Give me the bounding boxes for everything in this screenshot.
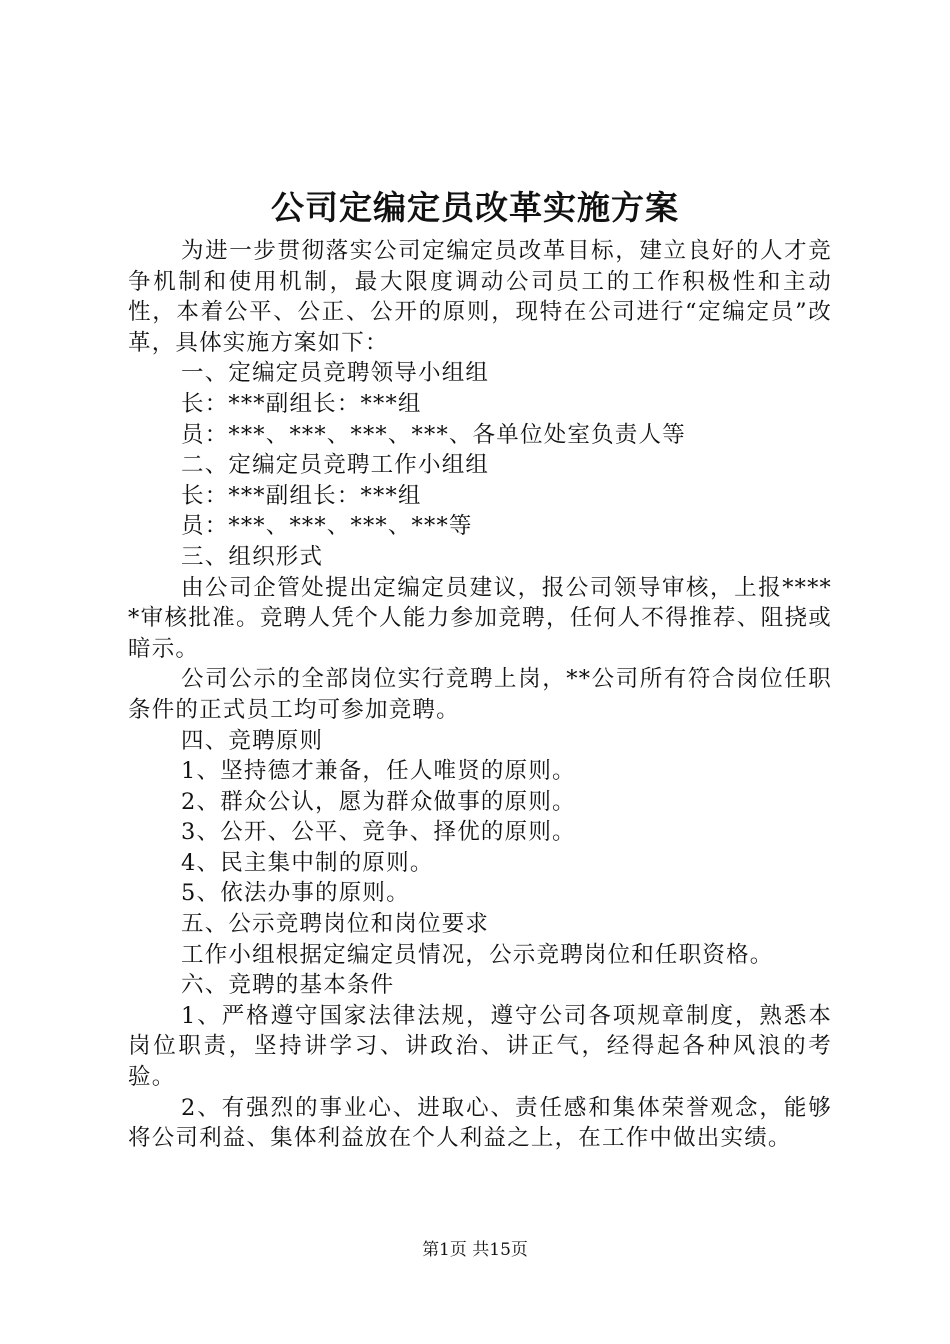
leadership-group-members-line: 员：***、***、***、***、各单位处室负责人等 bbox=[181, 421, 686, 448]
principle-item: 4、民主集中制的原则。 bbox=[181, 849, 434, 876]
principle-item: 3、公开、公平、竞争、择优的原则。 bbox=[181, 819, 576, 846]
page-indicator: 第1页 共15页 bbox=[422, 1240, 528, 1260]
working-group-members-line: 员：***、***、***、***等 bbox=[181, 513, 473, 540]
working-group-leader-line: 长：***副组长：***组 bbox=[181, 482, 422, 509]
principle-item: 5、依法办事的原则。 bbox=[181, 880, 410, 907]
section-heading-principles: 四、竞聘原则 bbox=[181, 727, 324, 754]
section-heading-conditions: 六、竞聘的基本条件 bbox=[181, 972, 395, 999]
document-title: 公司定编定员改革实施方案 bbox=[271, 188, 679, 227]
principle-item: 1、坚持德才兼备，任人唯贤的原则。 bbox=[181, 758, 576, 785]
eligibility-paragraph: 公司公示的全部岗位实行竞聘上岗，**公司所有符合岗位任职条件的正式员工均可参加竞聘。 bbox=[128, 666, 832, 723]
organization-paragraph: 由公司企管处提出定编定员建议，报公司领导审核，上报*****审核批准。竞聘人凭个人能力参加竞聘，任何人不得推荐、阻挠或暗示。 bbox=[128, 574, 832, 662]
section-heading-organization: 三、组织形式 bbox=[181, 543, 324, 570]
intro-paragraph: 为进一步贯彻落实公司定编定员改革目标，建立良好的人才竞争机制和使用机制，最大限度调动公司员工的工作积极性和主动性，本着公平、公正、公开的原则，现特在公司进行“定编定员”改革，具体实施方案如下： bbox=[128, 238, 832, 356]
condition-item: 1、严格遵守国家法律法规，遵守公司各项规章制度，熟悉本岗位职责，坚持讲学习、讲政治、讲正气，经得起各种风浪的考验。 bbox=[128, 1002, 832, 1091]
section-heading-leadership-group: 一、定编定员竞聘领导小组组 bbox=[181, 360, 490, 387]
principle-item: 2、群众公认，愿为群众做事的原则。 bbox=[181, 788, 576, 815]
section-heading-working-group: 二、定编定员竞聘工作小组组 bbox=[181, 452, 490, 479]
posts-paragraph: 工作小组根据定编定员情况，公示竞聘岗位和任职资格。 bbox=[181, 941, 774, 968]
condition-item: 2、有强烈的事业心、进取心、责任感和集体荣誉观念，能够将公司利益、集体利益放在个人利益之上，在工作中做出实绩。 bbox=[128, 1094, 832, 1152]
section-heading-posts: 五、公示竞聘岗位和岗位要求 bbox=[181, 911, 490, 938]
document-body bbox=[128, 236, 832, 1154]
leadership-group-leader-line: 长：***副组长：***组 bbox=[181, 390, 422, 417]
